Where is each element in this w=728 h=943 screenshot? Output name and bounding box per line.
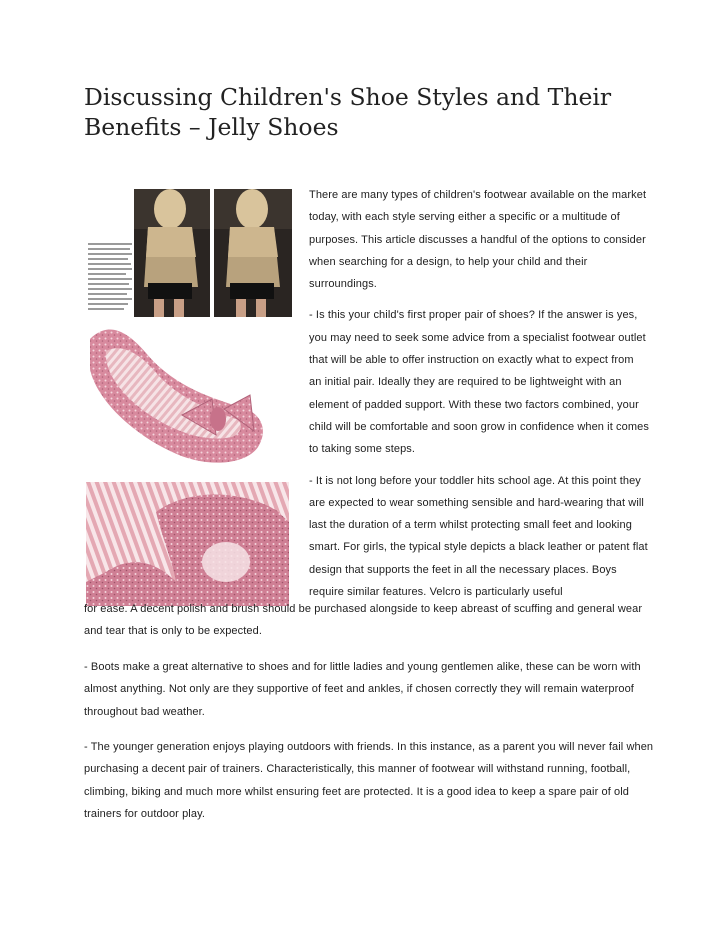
jelly-shoe-photo [86,319,274,477]
intro-paragraph: There are many types of children's footwear available on the market today, with each style serving either a specific or a multitude of purposes. This article discusses a handful of the options to consider when searching for a design, to help your child and their surroundings. [309,189,647,291]
boots-paragraph: - Boots make a great alternative to shoes and for little ladies and young gentlemen alike, these can be worn with almost anything. Not only are they supportive of feet and ankles, if chosen correctly they will remain waterproof throughout bad weather. [84,661,641,718]
right-text-column [309,184,649,603]
school-paragraph-continued [84,598,654,643]
fashion-photo [86,187,294,319]
jelly-shoe-closeup-photo [86,482,289,606]
school-paragraph-end: for ease. A decent polish and brush should be purchased alongside to keep abreast of scuffing and general wear and tear that is only to be expected. [84,603,643,638]
trainers-paragraph: - The younger generation enjoys playing outdoors with friends. In this instance, as a parent you will never fail when purchasing a decent pair of trainers. Characteristically, this manner of footwear will withstand running, football, climbing, biking and much more whilst ensuring feet are protected. It is a good idea to keep a spare pair of old trainers for outdoor play. [84,741,654,820]
boots-section [84,656,654,723]
trainers-section [84,736,654,825]
first-pair-paragraph: - Is this your child's first proper pair of shoes? If the answer is yes, you may need to seek some advice from a specialist footwear outlet that will be able to offer instruction on exactly what to expect from an initial pair. Ideally they are required to be lightweight with an element of padded support. With these two factors combined, your child will be comfortable and soon grow in confidence when it comes to taking some steps. [309,309,649,456]
article-title: Discussing Children's Shoe Styles and Their Benefits – Jelly Shoes [84,83,612,141]
school-paragraph: - It is not long before your toddler hits school age. At this point they are expected to wear something sensible and hard-wearing that will last the duration of a term whilst protecting small feet and looking smart. For girls, the typical style depicts a black leather or patent flat design that supports the feet in all the necessary places. Boys require similar features. Velcro is particularly useful [309,474,648,599]
